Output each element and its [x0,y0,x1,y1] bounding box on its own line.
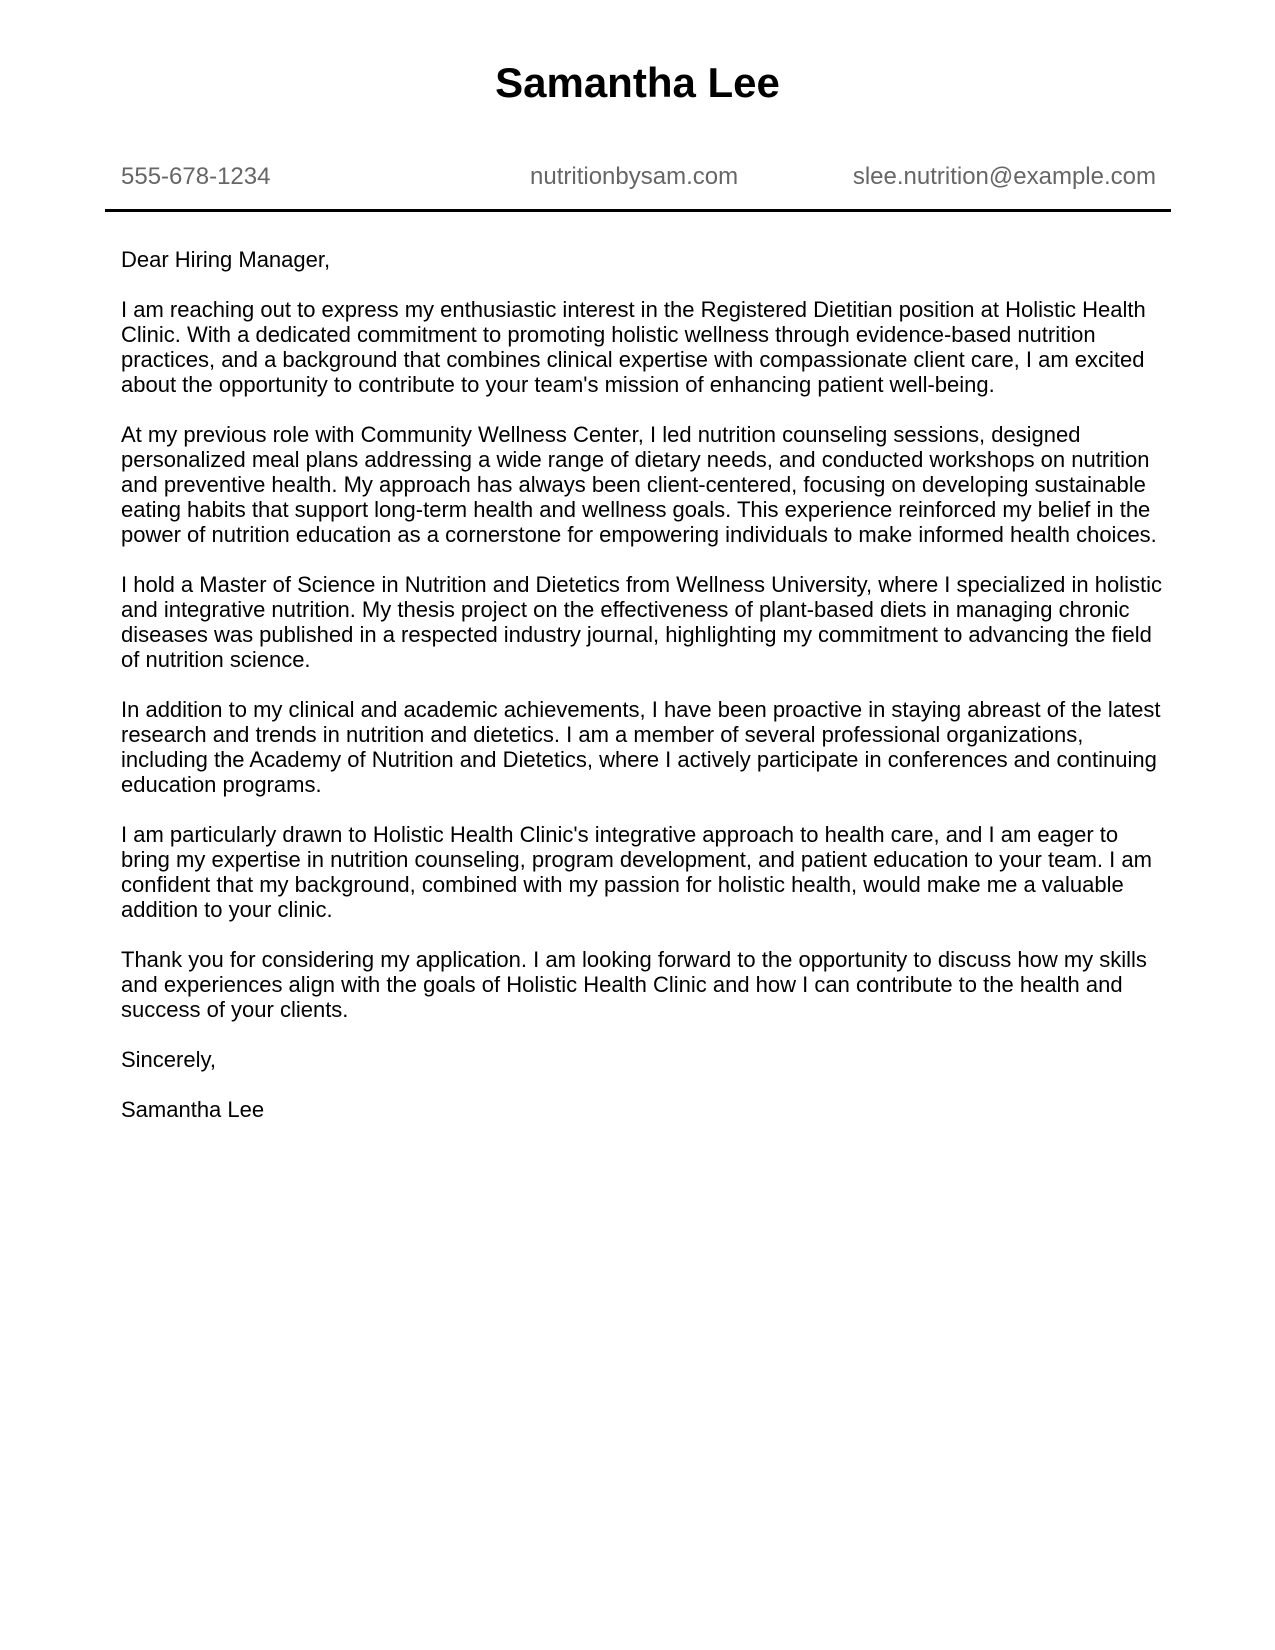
paragraph-fit: I am particularly drawn to Holistic Health Clinic's integrative approach to health care, and I am eager to bring my expertise in nutrition counseling, program development, and patient education to your team. I am confident that my background, combined with my passion for holistic health, would make me a valuable addition to your clinic. [121,822,1152,922]
paragraph-interest: I am reaching out to express my enthusiastic interest in the Registered Dietitian position at Holistic Health Clinic. With a dedicated commitment to promoting holistic wellness through evidence-based nutrition practices, and a background that combines clinical expertise with compassionate client care, I am excited about the opportunity to contribute to your team's mission of enhancing patient well-being. [121,297,1146,397]
paragraph-professional-development: In addition to my clinical and academic achievements, I have been proactive in staying abreast of the latest research and trends in nutrition and dietetics. I am a member of several professional organizations, including the Academy of Nutrition and Dietetics, where I actively participate in conferences and continuing education programs. [121,697,1161,797]
closing: Sincerely, [121,1047,216,1072]
letter-body [121,247,1167,1147]
paragraph-experience: At my previous role with Community Wellness Center, I led nutrition counseling sessions, designed personalized meal plans addressing a wide range of dietary needs, and conducted workshops on nutrition and preventive health. My approach has always been client-centered, focusing on developing sustainable eating habits that support long-term health and wellness goals. This experience reinforced my belief in the power of nutrition education as a cornerstone for empowering individuals to make informed health choices. [121,422,1157,547]
salutation: Dear Hiring Manager, [121,247,331,272]
header-divider [105,209,1171,212]
contact-email: slee.nutrition@example.com [852,163,1156,190]
signature-name: Samantha Lee [121,1097,265,1122]
paragraph-education: I hold a Master of Science in Nutrition and Dietetics from Wellness University, where I specialized in holistic and integrative nutrition. My thesis project on the effectiveness of plant-based diets in managing chronic diseases was published in a respected industry journal, highlighting my commitment to advancing the field of nutrition science. [121,572,1162,672]
contact-website: nutritionbysam.com [530,163,739,190]
paragraph-thanks: Thank you for considering my application. I am looking forward to the opportunity to discuss how my skills and experiences align with the goals of Holistic Health Clinic and how I can contribute to the health and success of your clients. [121,947,1147,1022]
applicant-name: Samantha Lee [495,59,780,106]
contact-phone: 555-678-1234 [121,163,271,190]
